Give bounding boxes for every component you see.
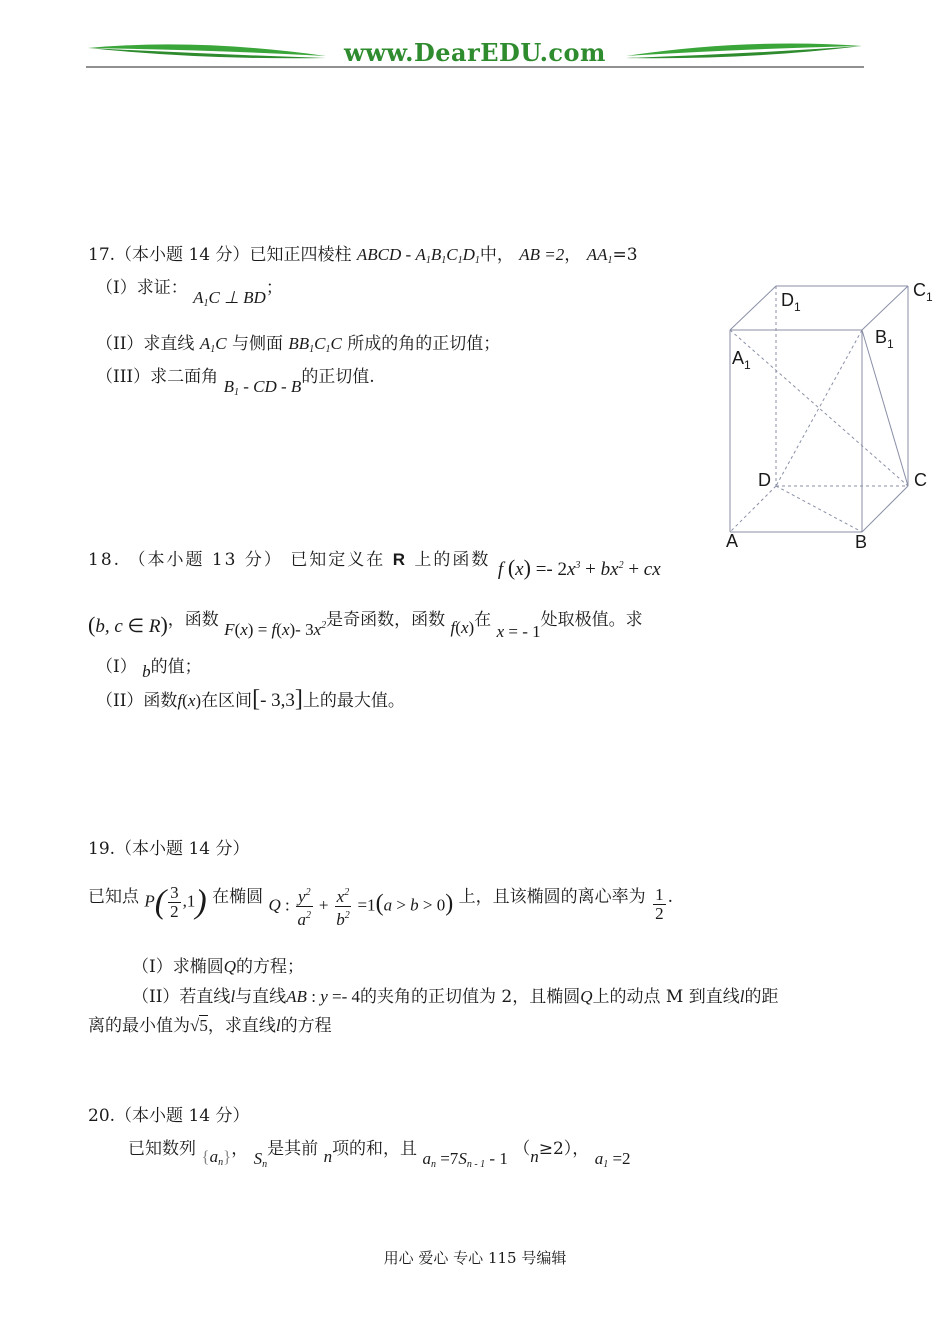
q18-interval: [- 3,3] bbox=[252, 686, 303, 712]
q17-part3 bbox=[96, 366, 375, 398]
q20-stem-d: 项的和，且 bbox=[332, 1139, 418, 1159]
q17-part3-label: （III）求二面角 bbox=[96, 367, 219, 387]
q18-part2-end: 上的最大值。 bbox=[302, 691, 405, 711]
q17-part3-end: 的正切值. bbox=[301, 367, 375, 387]
q19-ellipse-expr: Q : $\frac{y^2}{a^2}$ + $\frac{x^2}{b^2}$ =1(a > b > 0) bbox=[269, 884, 454, 929]
q18-part2-label: （II）函数 bbox=[96, 691, 178, 711]
q18-part1-end: 的值； bbox=[150, 657, 202, 677]
q19-part2-d: 上的动点 M 到直线 bbox=[592, 987, 740, 1007]
q18-part2 bbox=[96, 688, 405, 712]
q18-part1-label: （I） bbox=[96, 657, 137, 677]
q20-a1: $a_1 =2$ bbox=[594, 1149, 631, 1170]
q20-points: （本小题 14 分） bbox=[115, 1106, 250, 1126]
q19-stem-a: 已知点 bbox=[88, 887, 139, 907]
q19-part2: （II）若直线l与直线AB : y =- 4的夹角的正切值为 2，且椭圆Q上的动点 M 到直线l的距 bbox=[132, 987, 779, 1007]
q19-part1-label: （I）求椭圆 bbox=[132, 957, 224, 977]
q18-line2-a: ，函数 bbox=[167, 610, 219, 630]
q18-b: b bbox=[142, 662, 151, 681]
q17-part2-label: （II）求直线 bbox=[96, 334, 195, 354]
q17-prism-expr: ABCD - $A_1B_1C_1D_1$ bbox=[356, 245, 480, 266]
label-C: C bbox=[914, 470, 927, 490]
label-C1: $C_1$ bbox=[913, 280, 933, 304]
q17-part1-label: （I）求证： bbox=[96, 278, 188, 298]
q17-dihedral-expr: $B_1$ - CD - B bbox=[223, 377, 302, 398]
q18-line2-b: 是奇函数，函数 bbox=[326, 610, 446, 630]
label-D1: $D_1$ bbox=[781, 290, 801, 314]
q18-stem-b: 上的函数 bbox=[414, 550, 491, 570]
label-B1: $B_1$ bbox=[875, 327, 894, 351]
page-footer: 用心 爱心 专心 115 号编辑 bbox=[383, 1249, 567, 1267]
q18-fx-small: f(x) bbox=[450, 618, 475, 637]
label-D: D bbox=[758, 470, 771, 490]
q18-line2-c: 在 bbox=[474, 610, 492, 630]
q18-x-expr: x = - 1 bbox=[496, 622, 541, 641]
q17-stem-mid: 中， bbox=[479, 245, 514, 265]
label-B: B bbox=[855, 532, 868, 548]
q19-points: （本小题 14 分） bbox=[115, 839, 250, 859]
q17-aa-expr: $AA_1$ bbox=[586, 245, 613, 266]
q20-stem-a: 已知数列 bbox=[128, 1139, 196, 1159]
q19-eccentricity: $\frac{1}{2}$ bbox=[655, 885, 664, 923]
q17-points: （本小题 14 分） bbox=[115, 245, 250, 265]
q18-part2-mid: 在区间 bbox=[201, 691, 253, 711]
q17-stem: 17.（本小题 14 分）已知正四棱柱 ABCD - $A_1B_1C_1D_1$中， AB =2， $AA_1=3$ bbox=[88, 245, 638, 266]
q17-line-expr: $A_1C$ bbox=[199, 334, 227, 355]
q17-part1 bbox=[96, 277, 283, 309]
q18-bc-expr: (b, c ∈ R) bbox=[88, 612, 168, 637]
q17-stem-text: 已知正四棱柱 bbox=[249, 245, 352, 265]
q17-aa-value: =3 bbox=[612, 245, 638, 265]
q19-stem bbox=[88, 883, 673, 929]
label-A: A bbox=[726, 531, 739, 551]
q18-stem bbox=[88, 545, 661, 580]
label-A1: $A_1$ bbox=[732, 348, 751, 372]
q19-part2-line2-b: ，求直线 bbox=[207, 1016, 276, 1036]
q19-part2-b: 与直线 bbox=[235, 987, 287, 1007]
q17-part1-expr: $A_1C$ ⊥ BD bbox=[193, 288, 266, 309]
q19-stem-c: 上，且该椭圆的离心率为 bbox=[458, 887, 646, 907]
q19-part2-line2-c: 的方程 bbox=[280, 1016, 332, 1036]
q17-number: 17. bbox=[88, 245, 116, 265]
q20-seq-expr: $\{a_n\}$ bbox=[201, 1147, 232, 1168]
q19-part2-c: 的夹角的正切值为 2，且椭圆 bbox=[359, 987, 581, 1007]
q20-stem-e: （ bbox=[513, 1139, 531, 1159]
q18-R: R bbox=[392, 550, 407, 569]
q18-line2-d: 处取极值。求 bbox=[540, 610, 643, 630]
q17-part2-end: 所成的角的正切值； bbox=[347, 334, 501, 354]
q20-recurrence: $a_n =7S_{n - 1} - 1$ bbox=[422, 1149, 508, 1170]
q19-part2-a: （II）若直线 bbox=[132, 987, 231, 1007]
q18-number: 18. bbox=[88, 550, 122, 570]
q19-stem-b: 在椭圆 bbox=[212, 887, 264, 907]
q19-number: 19. bbox=[88, 839, 116, 859]
q19-part2-e: 的距 bbox=[744, 987, 779, 1007]
q19-part2-line2-a: 离的最小值为 bbox=[88, 1016, 190, 1036]
q20-stem-c: 是其前 bbox=[267, 1139, 319, 1159]
q20-stem-b: ， bbox=[231, 1139, 249, 1159]
q17-face-expr: $BB_1C_1C$ bbox=[288, 334, 342, 355]
q18-fx-part2: f(x) bbox=[177, 691, 202, 710]
q19-stem-end: . bbox=[667, 887, 673, 907]
q20-heading bbox=[88, 1105, 250, 1127]
prism-diagram bbox=[720, 278, 950, 548]
q18-Fx-expr: F(x) = f(x)- $3x^2$ bbox=[224, 620, 327, 639]
q20-stem: 已知数列 $\{a_n\}$， $S_n$是其前 n项的和，且 $a_n =7S_{n - 1} - 1$ （n≥2）， $a_1 =2$ bbox=[128, 1139, 631, 1170]
q19-part2-line2: 离的最小值为√5，求直线l的方程 bbox=[88, 1016, 332, 1036]
q19-part1: （I）求椭圆Q的方程； bbox=[132, 957, 304, 977]
header-logo-text: www.DearEDU.com bbox=[344, 38, 606, 67]
q18-points: （本小题 13 分） bbox=[128, 550, 283, 570]
q20-Sn: $S_n$ bbox=[253, 1149, 268, 1170]
q20-stem-f: ≥2）， bbox=[538, 1139, 590, 1159]
q17-part2 bbox=[96, 333, 500, 361]
q19-part1-end: 的方程； bbox=[236, 957, 304, 977]
q19-ab-line: AB : y =- 4 bbox=[286, 987, 360, 1006]
q18-stem-a: 已知定义在 bbox=[290, 550, 386, 570]
q20-n: n bbox=[323, 1147, 333, 1166]
q19-heading bbox=[88, 838, 250, 860]
q17-part1-end: ； bbox=[265, 278, 283, 298]
q19-point-expr: P( $\frac{3}{2}$ ,1) bbox=[144, 883, 207, 921]
q18-fx-expr: f $(x) =- 2x^3 + bx^2$ + cx bbox=[497, 555, 661, 580]
q18-part1 bbox=[96, 656, 202, 681]
q17-ab-expr: AB =2 bbox=[519, 245, 565, 264]
q20-number: 20. bbox=[88, 1106, 116, 1126]
q17-part2-mid: 与侧面 bbox=[231, 334, 283, 354]
q19-sqrt5: √5 bbox=[190, 1016, 208, 1035]
q18-line2 bbox=[88, 605, 643, 641]
